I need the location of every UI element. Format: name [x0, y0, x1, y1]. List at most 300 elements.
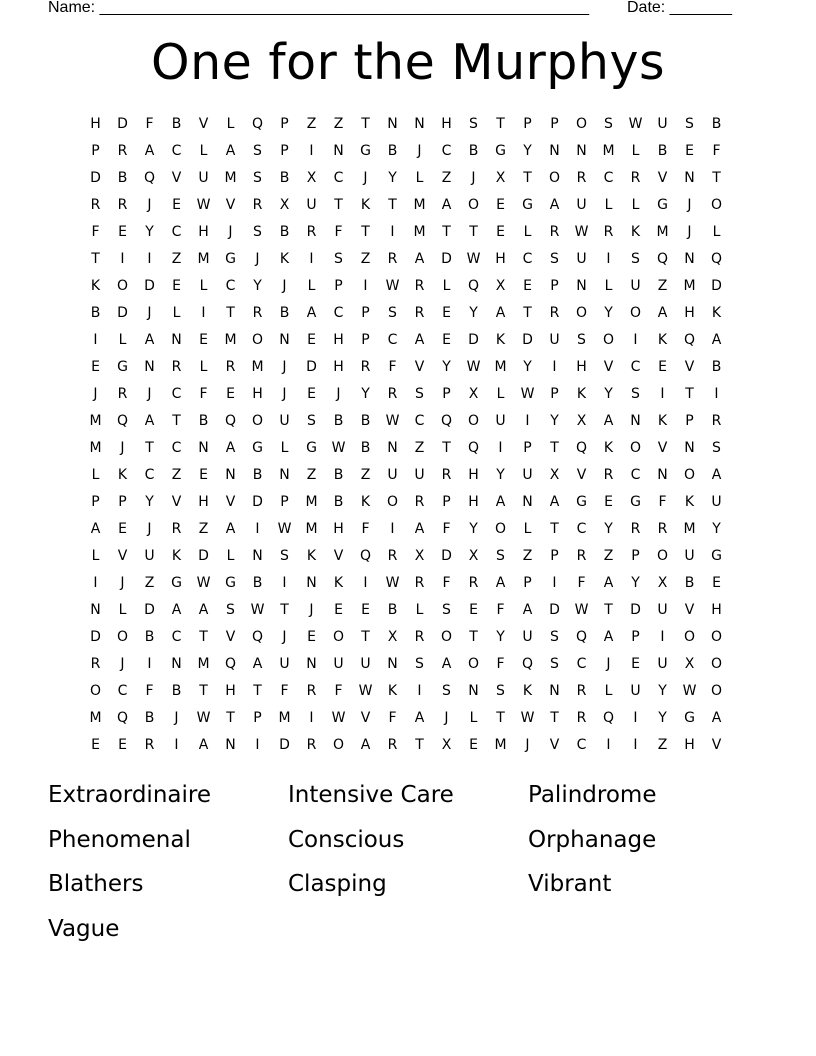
grid-letter[interactable]: Z — [657, 737, 668, 753]
grid-letter[interactable]: W — [520, 710, 535, 726]
grid-letter[interactable]: D — [711, 278, 722, 294]
grid-letter[interactable]: Y — [469, 305, 478, 321]
grid-letter[interactable]: E — [199, 467, 208, 483]
grid-letter[interactable]: A — [144, 143, 155, 159]
grid-letter[interactable]: C — [171, 386, 182, 402]
grid-letter[interactable]: S — [685, 116, 694, 132]
grid-letter[interactable]: L — [442, 278, 451, 294]
grid-letter[interactable]: R — [252, 197, 263, 213]
grid-letter[interactable]: H — [468, 467, 479, 483]
grid-letter[interactable]: W — [574, 602, 589, 618]
grid-letter[interactable]: E — [307, 386, 316, 402]
grid-letter[interactable]: D — [117, 116, 128, 132]
grid-letter[interactable]: L — [604, 278, 613, 294]
grid-letter[interactable]: J — [282, 629, 287, 645]
grid-letter[interactable]: E — [658, 359, 667, 375]
grid-letter[interactable]: Y — [388, 170, 397, 186]
grid-letter[interactable]: P — [523, 440, 532, 456]
grid-letter[interactable]: N — [306, 575, 317, 591]
grid-letter[interactable]: W — [196, 197, 211, 213]
grid-letter[interactable]: J — [363, 170, 368, 186]
grid-letter[interactable]: A — [549, 494, 560, 510]
grid-letter[interactable]: N — [684, 440, 695, 456]
grid-letter[interactable]: T — [361, 224, 370, 240]
grid-letter[interactable]: U — [576, 251, 587, 267]
grid-letter[interactable]: U — [576, 197, 587, 213]
grid-letter[interactable]: W — [466, 359, 481, 375]
grid-letter[interactable]: Y — [523, 359, 532, 375]
grid-letter[interactable]: A — [549, 197, 560, 213]
grid-letter[interactable]: S — [253, 143, 262, 159]
grid-letter[interactable]: O — [386, 494, 399, 510]
grid-letter[interactable]: E — [469, 602, 478, 618]
grid-letter[interactable]: Z — [414, 440, 425, 456]
grid-letter[interactable]: X — [441, 737, 452, 753]
grid-letter[interactable]: N — [414, 116, 425, 132]
grid-letter[interactable]: A — [225, 440, 236, 456]
grid-letter[interactable]: H — [333, 359, 344, 375]
grid-letter[interactable]: A — [711, 710, 722, 726]
grid-letter[interactable]: A — [414, 710, 425, 726]
grid-letter[interactable]: Y — [658, 683, 667, 699]
grid-letter[interactable]: D — [252, 494, 263, 510]
grid-letter[interactable]: A — [522, 602, 533, 618]
grid-letter[interactable]: C — [630, 359, 641, 375]
grid-letter[interactable]: S — [550, 656, 559, 672]
grid-letter[interactable]: M — [494, 359, 507, 375]
grid-letter[interactable]: E — [442, 332, 451, 348]
grid-letter[interactable]: E — [631, 656, 640, 672]
grid-letter[interactable]: W — [331, 440, 346, 456]
grid-letter[interactable]: H — [495, 251, 506, 267]
grid-letter[interactable]: A — [603, 575, 614, 591]
grid-letter[interactable]: S — [388, 305, 397, 321]
grid-letter[interactable]: R — [387, 386, 398, 402]
grid-letter[interactable]: H — [684, 737, 695, 753]
grid-letter[interactable]: O — [575, 116, 588, 132]
grid-letter[interactable]: B — [144, 710, 155, 726]
grid-letter[interactable]: I — [417, 683, 422, 699]
grid-letter[interactable]: I — [255, 521, 260, 537]
grid-letter[interactable]: F — [577, 575, 586, 591]
grid-letter[interactable]: I — [147, 656, 152, 672]
grid-letter[interactable]: T — [550, 521, 559, 537]
grid-letter[interactable]: W — [574, 224, 589, 240]
grid-letter[interactable]: D — [630, 602, 641, 618]
grid-letter[interactable]: N — [252, 548, 263, 564]
grid-letter[interactable]: C — [630, 467, 641, 483]
grid-letter[interactable]: I — [147, 251, 152, 267]
grid-letter[interactable]: R — [90, 197, 101, 213]
grid-letter[interactable]: I — [93, 575, 98, 591]
grid-letter[interactable]: Z — [522, 548, 533, 564]
grid-letter[interactable]: N — [684, 170, 695, 186]
grid-letter[interactable]: D — [306, 359, 317, 375]
grid-letter[interactable]: P — [361, 332, 370, 348]
grid-letter[interactable]: L — [631, 197, 640, 213]
grid-letter[interactable]: I — [390, 521, 395, 537]
grid-letter[interactable]: Q — [602, 710, 615, 726]
grid-letter[interactable]: I — [201, 305, 206, 321]
grid-letter[interactable]: F — [658, 494, 667, 510]
grid-letter[interactable]: E — [91, 359, 100, 375]
grid-letter[interactable]: A — [603, 413, 614, 429]
grid-letter[interactable]: S — [712, 440, 721, 456]
grid-letter[interactable]: V — [171, 494, 182, 510]
grid-letter[interactable]: N — [684, 251, 695, 267]
grid-letter[interactable]: R — [414, 278, 425, 294]
grid-letter[interactable]: M — [89, 440, 102, 456]
grid-letter[interactable]: R — [414, 494, 425, 510]
grid-letter[interactable]: I — [363, 278, 368, 294]
grid-letter[interactable]: N — [306, 656, 317, 672]
grid-letter[interactable]: V — [360, 710, 371, 726]
grid-letter[interactable]: K — [117, 467, 128, 483]
grid-letter[interactable]: E — [199, 332, 208, 348]
grid-letter[interactable]: M — [224, 332, 237, 348]
grid-letter[interactable]: V — [711, 737, 722, 753]
grid-letter[interactable]: B — [252, 467, 263, 483]
grid-letter[interactable]: O — [629, 440, 642, 456]
grid-letter[interactable]: N — [171, 332, 182, 348]
grid-letter[interactable]: B — [279, 170, 290, 186]
grid-letter[interactable]: O — [251, 332, 264, 348]
grid-letter[interactable]: K — [387, 683, 398, 699]
grid-letter[interactable]: O — [440, 629, 453, 645]
grid-letter[interactable]: Z — [306, 467, 317, 483]
grid-letter[interactable]: A — [144, 332, 155, 348]
grid-letter[interactable]: J — [147, 521, 152, 537]
grid-letter[interactable]: X — [279, 197, 290, 213]
grid-letter[interactable]: J — [687, 197, 692, 213]
grid-letter[interactable]: K — [630, 224, 641, 240]
grid-letter[interactable]: S — [442, 602, 451, 618]
grid-letter[interactable]: H — [333, 332, 344, 348]
grid-letter[interactable]: B — [684, 575, 695, 591]
grid-letter[interactable]: J — [228, 224, 233, 240]
grid-letter[interactable]: L — [469, 710, 478, 726]
grid-letter[interactable]: K — [522, 683, 533, 699]
grid-letter[interactable]: A — [414, 521, 425, 537]
grid-letter[interactable]: E — [361, 602, 370, 618]
grid-letter[interactable]: S — [226, 602, 235, 618]
grid-letter[interactable]: G — [360, 143, 371, 159]
grid-letter[interactable]: G — [630, 494, 641, 510]
grid-letter[interactable]: Q — [656, 251, 669, 267]
grid-letter[interactable]: X — [468, 548, 479, 564]
grid-letter[interactable]: J — [120, 575, 125, 591]
grid-letter[interactable]: E — [712, 575, 721, 591]
grid-letter[interactable]: P — [685, 413, 694, 429]
grid-letter[interactable]: O — [602, 332, 615, 348]
grid-letter[interactable]: R — [441, 467, 452, 483]
grid-letter[interactable]: P — [280, 494, 289, 510]
grid-letter[interactable]: L — [172, 305, 181, 321]
grid-letter[interactable]: M — [89, 413, 102, 429]
grid-letter[interactable]: M — [683, 521, 696, 537]
grid-letter[interactable]: W — [682, 683, 697, 699]
grid-letter[interactable]: U — [630, 278, 641, 294]
grid-letter[interactable]: K — [684, 494, 695, 510]
grid-letter[interactable]: P — [523, 116, 532, 132]
grid-letter[interactable]: X — [684, 656, 695, 672]
grid-letter[interactable]: Y — [496, 629, 505, 645]
grid-letter[interactable]: Q — [440, 413, 453, 429]
grid-letter[interactable]: L — [307, 278, 316, 294]
grid-letter[interactable]: A — [225, 521, 236, 537]
grid-letter[interactable]: D — [549, 602, 560, 618]
grid-letter[interactable]: S — [469, 116, 478, 132]
grid-letter[interactable]: S — [253, 170, 262, 186]
grid-letter[interactable]: Z — [657, 278, 668, 294]
grid-letter[interactable]: K — [657, 413, 668, 429]
grid-letter[interactable]: J — [174, 710, 179, 726]
grid-letter[interactable]: R — [360, 359, 371, 375]
grid-letter[interactable]: L — [712, 224, 721, 240]
grid-letter[interactable]: G — [306, 440, 317, 456]
grid-letter[interactable]: M — [494, 737, 507, 753]
grid-letter[interactable]: G — [252, 440, 263, 456]
grid-letter[interactable]: O — [575, 305, 588, 321]
grid-letter[interactable]: R — [549, 224, 560, 240]
grid-letter[interactable]: J — [336, 386, 341, 402]
grid-letter[interactable]: X — [468, 386, 479, 402]
grid-letter[interactable]: E — [118, 737, 127, 753]
grid-letter[interactable]: A — [90, 521, 101, 537]
grid-letter[interactable]: Z — [144, 575, 155, 591]
grid-letter[interactable]: U — [387, 467, 398, 483]
grid-letter[interactable]: W — [385, 413, 400, 429]
grid-letter[interactable]: H — [198, 224, 209, 240]
grid-letter[interactable]: R — [306, 683, 317, 699]
grid-letter[interactable]: I — [660, 629, 665, 645]
grid-letter[interactable]: R — [414, 305, 425, 321]
grid-letter[interactable]: J — [444, 710, 449, 726]
grid-letter[interactable]: E — [307, 332, 316, 348]
grid-letter[interactable]: B — [711, 359, 722, 375]
grid-letter[interactable]: K — [603, 440, 614, 456]
grid-letter[interactable]: N — [549, 683, 560, 699]
grid-letter[interactable]: I — [390, 224, 395, 240]
grid-letter[interactable]: M — [305, 494, 318, 510]
grid-letter[interactable]: L — [226, 548, 235, 564]
grid-letter[interactable]: C — [576, 737, 587, 753]
grid-letter[interactable]: L — [280, 440, 289, 456]
grid-letter[interactable]: S — [604, 116, 613, 132]
grid-letter[interactable]: E — [172, 278, 181, 294]
grid-letter[interactable]: R — [414, 575, 425, 591]
grid-letter[interactable]: A — [495, 305, 506, 321]
grid-letter[interactable]: E — [496, 224, 505, 240]
grid-letter[interactable]: E — [604, 494, 613, 510]
grid-letter[interactable]: V — [198, 116, 209, 132]
grid-letter[interactable]: B — [333, 413, 344, 429]
grid-letter[interactable]: E — [172, 197, 181, 213]
grid-letter[interactable]: D — [90, 170, 101, 186]
grid-letter[interactable]: I — [309, 710, 314, 726]
grid-letter[interactable]: A — [225, 143, 236, 159]
grid-letter[interactable]: B — [387, 143, 398, 159]
grid-letter[interactable]: I — [606, 737, 611, 753]
grid-letter[interactable]: O — [467, 413, 480, 429]
grid-letter[interactable]: U — [711, 494, 722, 510]
grid-letter[interactable]: L — [199, 143, 208, 159]
grid-letter[interactable]: D — [279, 737, 290, 753]
grid-letter[interactable]: C — [333, 170, 344, 186]
grid-letter[interactable]: C — [333, 305, 344, 321]
grid-letter[interactable]: Z — [333, 116, 344, 132]
grid-letter[interactable]: S — [577, 332, 586, 348]
grid-letter[interactable]: R — [90, 656, 101, 672]
grid-letter[interactable]: L — [523, 224, 532, 240]
grid-letter[interactable]: N — [468, 683, 479, 699]
grid-letter[interactable]: N — [279, 332, 290, 348]
grid-letter[interactable]: P — [334, 278, 343, 294]
grid-letter[interactable]: N — [333, 143, 344, 159]
grid-letter[interactable]: M — [656, 224, 669, 240]
grid-letter[interactable]: M — [197, 656, 210, 672]
grid-letter[interactable]: U — [522, 629, 533, 645]
grid-letter[interactable]: R — [549, 305, 560, 321]
grid-letter[interactable]: I — [363, 575, 368, 591]
grid-letter[interactable]: L — [91, 548, 100, 564]
grid-letter[interactable]: K — [360, 494, 371, 510]
grid-letter[interactable]: L — [91, 467, 100, 483]
grid-letter[interactable]: T — [604, 602, 613, 618]
grid-letter[interactable]: T — [226, 305, 235, 321]
grid-letter[interactable]: J — [417, 143, 422, 159]
grid-letter[interactable]: F — [361, 521, 370, 537]
grid-letter[interactable]: C — [171, 143, 182, 159]
grid-letter[interactable]: R — [144, 737, 155, 753]
grid-letter[interactable]: T — [550, 440, 559, 456]
grid-letter[interactable]: P — [118, 494, 127, 510]
grid-letter[interactable]: Y — [631, 575, 640, 591]
grid-letter[interactable]: O — [494, 521, 507, 537]
grid-letter[interactable]: Y — [550, 413, 559, 429]
grid-letter[interactable]: Z — [306, 116, 317, 132]
grid-letter[interactable]: U — [522, 467, 533, 483]
grid-letter[interactable]: R — [306, 224, 317, 240]
grid-letter[interactable]: G — [711, 548, 722, 564]
grid-letter[interactable]: Z — [360, 251, 371, 267]
grid-letter[interactable]: N — [198, 440, 209, 456]
grid-letter[interactable]: B — [198, 413, 209, 429]
grid-letter[interactable]: U — [657, 602, 668, 618]
grid-letter[interactable]: E — [442, 305, 451, 321]
grid-letter[interactable]: R — [306, 737, 317, 753]
grid-letter[interactable]: X — [495, 170, 506, 186]
grid-letter[interactable]: T — [361, 629, 370, 645]
grid-letter[interactable]: U — [684, 548, 695, 564]
grid-letter[interactable]: I — [93, 332, 98, 348]
grid-letter[interactable]: U — [333, 656, 344, 672]
grid-letter[interactable]: P — [631, 548, 640, 564]
grid-letter[interactable]: E — [91, 737, 100, 753]
grid-letter[interactable]: Q — [224, 656, 237, 672]
grid-letter[interactable]: A — [414, 332, 425, 348]
grid-letter[interactable]: A — [414, 251, 425, 267]
grid-letter[interactable]: O — [467, 656, 480, 672]
grid-letter[interactable]: G — [225, 575, 236, 591]
grid-letter[interactable]: A — [495, 575, 506, 591]
grid-letter[interactable]: J — [282, 278, 287, 294]
grid-letter[interactable]: M — [197, 251, 210, 267]
grid-letter[interactable]: P — [523, 575, 532, 591]
grid-letter[interactable]: U — [657, 656, 668, 672]
grid-letter[interactable]: T — [415, 737, 424, 753]
grid-letter[interactable]: S — [496, 548, 505, 564]
grid-letter[interactable]: N — [657, 467, 668, 483]
grid-letter[interactable]: I — [633, 332, 638, 348]
grid-letter[interactable]: G — [522, 197, 533, 213]
grid-letter[interactable]: R — [657, 521, 668, 537]
grid-letter[interactable]: N — [279, 467, 290, 483]
grid-letter[interactable]: Y — [658, 710, 667, 726]
grid-letter[interactable]: Y — [523, 143, 532, 159]
grid-letter[interactable]: H — [441, 116, 452, 132]
grid-letter[interactable]: V — [225, 629, 236, 645]
grid-letter[interactable]: F — [442, 575, 451, 591]
grid-letter[interactable]: B — [279, 224, 290, 240]
grid-letter[interactable]: K — [333, 575, 344, 591]
grid-letter[interactable]: R — [630, 521, 641, 537]
grid-letter[interactable]: B — [144, 629, 155, 645]
grid-letter[interactable]: T — [523, 305, 532, 321]
grid-letter[interactable]: U — [630, 683, 641, 699]
grid-letter[interactable]: T — [469, 629, 478, 645]
grid-letter[interactable]: J — [147, 197, 152, 213]
grid-letter[interactable]: R — [576, 548, 587, 564]
grid-letter[interactable]: X — [495, 278, 506, 294]
grid-letter[interactable]: G — [171, 575, 182, 591]
grid-letter[interactable]: A — [441, 197, 452, 213]
grid-letter[interactable]: L — [118, 332, 127, 348]
grid-letter[interactable]: T — [550, 710, 559, 726]
grid-letter[interactable]: Z — [441, 170, 452, 186]
grid-letter[interactable]: Y — [604, 521, 613, 537]
grid-letter[interactable]: P — [280, 116, 289, 132]
grid-letter[interactable]: G — [117, 359, 128, 375]
grid-letter[interactable]: U — [306, 197, 317, 213]
grid-letter[interactable]: Y — [361, 386, 370, 402]
grid-letter[interactable]: J — [147, 305, 152, 321]
grid-letter[interactable]: B — [252, 575, 263, 591]
grid-letter[interactable]: U — [279, 656, 290, 672]
grid-letter[interactable]: O — [467, 197, 480, 213]
grid-letter[interactable]: T — [388, 197, 397, 213]
grid-letter[interactable]: J — [147, 386, 152, 402]
grid-letter[interactable]: C — [603, 170, 614, 186]
grid-letter[interactable]: Q — [467, 440, 480, 456]
grid-letter[interactable]: L — [226, 116, 235, 132]
grid-letter[interactable]: C — [522, 251, 533, 267]
grid-letter[interactable]: R — [117, 143, 128, 159]
grid-letter[interactable]: N — [225, 737, 236, 753]
grid-letter[interactable]: V — [225, 197, 236, 213]
grid-letter[interactable]: A — [495, 494, 506, 510]
grid-letter[interactable]: O — [332, 629, 345, 645]
grid-letter[interactable]: P — [253, 710, 262, 726]
grid-letter[interactable]: Q — [251, 629, 264, 645]
grid-letter[interactable]: N — [171, 656, 182, 672]
grid-letter[interactable]: E — [118, 521, 127, 537]
grid-letter[interactable]: U — [360, 656, 371, 672]
grid-letter[interactable]: T — [199, 683, 208, 699]
grid-letter[interactable]: W — [250, 602, 265, 618]
grid-letter[interactable]: B — [711, 116, 722, 132]
grid-letter[interactable]: U — [198, 170, 209, 186]
